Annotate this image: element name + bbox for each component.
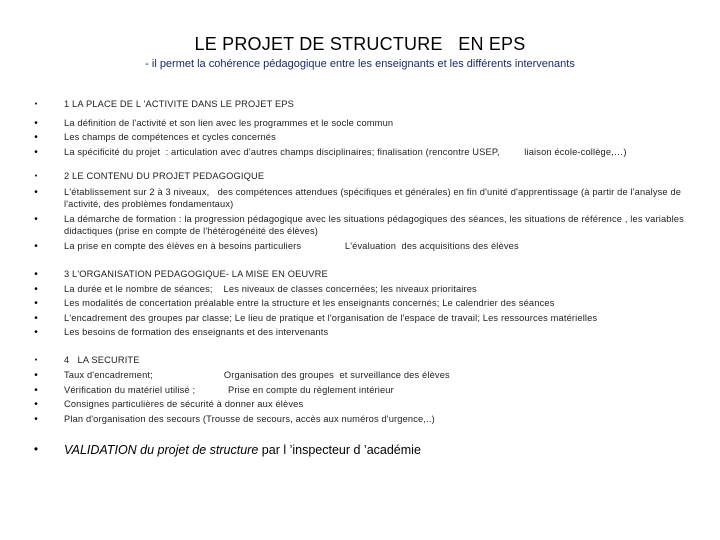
list-item: L'établissement sur 2 à 3 niveaux, des compétences attendues (spécifiques et générales) en fin d'unité d'apprentissage (à partir de l'analyse de l'activité, des problèmes fondamentaux)	[64, 187, 684, 209]
bullet-marker: •	[34, 214, 38, 225]
list-item: 4 LA SECURITE	[64, 355, 140, 365]
list-item: La durée et le nombre de séances; Les niveaux de classes concernées; les niveaux prioritaires	[64, 284, 477, 294]
validation-rest: par l ’inspecteur d ’académie	[258, 443, 421, 457]
bullet-marker: •	[34, 327, 38, 338]
list-item: L'encadrement des groupes par classe; Le lieu de pratique et l'organisation de l'espace de travail; Les ressources matérielles	[64, 313, 598, 323]
list-item: Plan d'organisation des secours (Trousse de secours, accès aux numéros d'urgence,..)	[64, 414, 435, 424]
bullet-marker: •	[34, 118, 38, 129]
bullet-marker: •	[34, 385, 38, 396]
page-title: LE PROJET DE STRUCTURE EN EPS	[194, 34, 526, 54]
bullet-marker: •	[34, 399, 38, 410]
bullet-marker: •	[34, 132, 38, 143]
bullet-marker: •	[34, 370, 38, 381]
bullet-marker: •	[34, 241, 38, 252]
list-item: Les besoins de formation des enseignants et des intervenants	[64, 327, 329, 337]
bullet-marker: •	[34, 414, 38, 425]
bullet-marker: •	[34, 269, 38, 280]
bullet-marker: •	[33, 442, 39, 456]
page-subtitle: - il permet la cohérence pédagogique entre les enseignants et les différents intervenants	[145, 58, 575, 70]
list-item: La prise en compte des élèves en à besoins particuliers L'évaluation des acquisitions des élèves	[64, 241, 519, 251]
bullet-marker: •	[34, 187, 38, 198]
list-item: Consignes particulières de sécurité à donner aux élèves	[64, 399, 304, 409]
bullet-marker: •	[34, 357, 38, 364]
bullet-marker: •	[34, 284, 38, 295]
bullet-marker: •	[34, 101, 38, 108]
list-item: La spécificité du projet : articulation avec d'autres champs disciplinaires; finalisation (rencontre USEP, liaison école-collège,…)	[64, 147, 627, 157]
validation-emphasis: VALIDATION du projet de structure	[64, 443, 259, 457]
list-item: Les modalités de concertation préalable entre la structure et les enseignants concernés; Le calendrier des séances	[64, 298, 555, 308]
bullet-marker: •	[34, 298, 38, 309]
list-item: La démarche de formation : la progression pédagogique avec les situations pédagogiques des séances, les situations de référence , les variables didactiques (prise en compte de l'hétérogénéité des élèves)	[64, 214, 687, 236]
list-item: Les champs de compétences et cycles concernés	[64, 132, 276, 142]
list-item: 2 LE CONTENU DU PROJET PEDAGOGIQUE	[64, 171, 265, 181]
list-item: Vérification du matériel utilisé ; Prise en compte du règlement intérieur	[64, 385, 394, 395]
list-item: La définition de l'activité et son lien avec les programmes et le socle commun	[64, 118, 394, 128]
list-item: 1 LA PLACE DE L 'ACTIVITE DANS LE PROJET EPS	[64, 99, 295, 109]
bullet-marker: •	[34, 313, 38, 324]
validation-statement	[64, 443, 421, 457]
list-item: Taux d'encadrement; Organisation des groupes et surveillance des élèves	[64, 370, 450, 380]
list-item: 3 L'ORGANISATION PEDAGOGIQUE- LA MISE EN OEUVRE	[64, 269, 328, 279]
bullet-marker: •	[34, 173, 38, 180]
bullet-marker: •	[34, 147, 38, 158]
